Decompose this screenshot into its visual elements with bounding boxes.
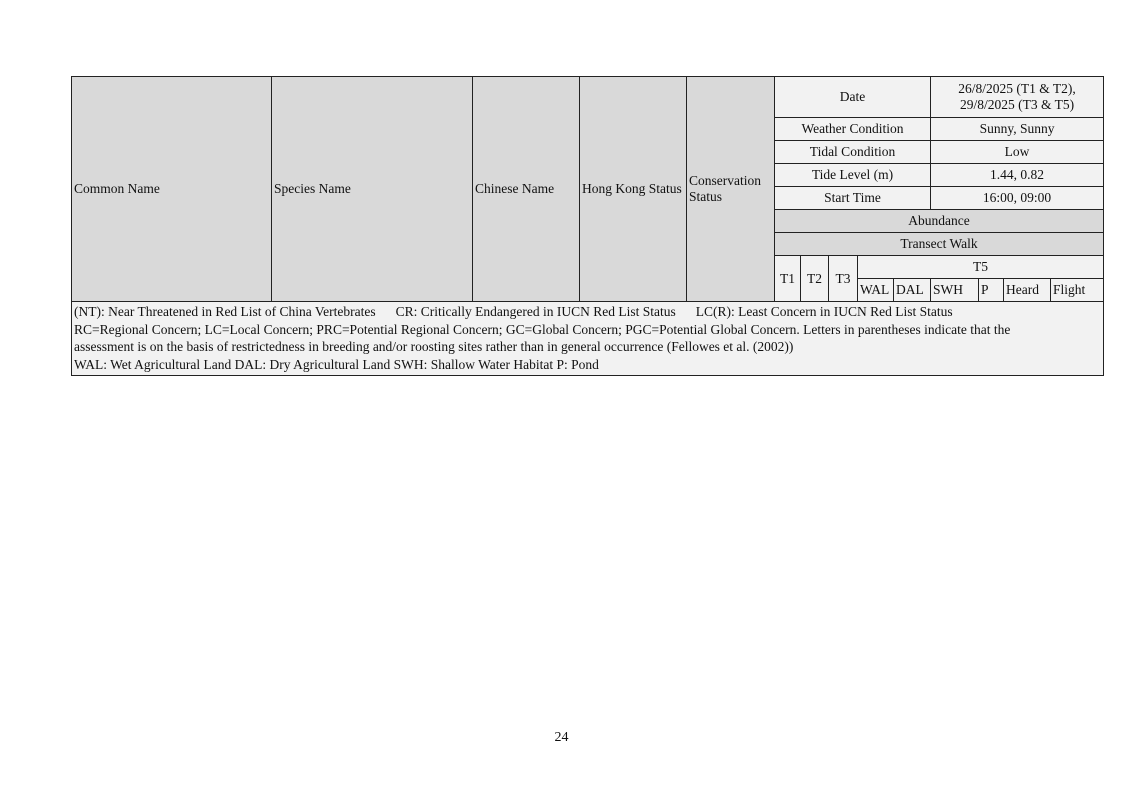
footnote-line-3: assessment is on the basis of restrictedness in breeding and/or roosting sites rather than in general occurrence (Fellowes et al. (2002))	[74, 339, 794, 354]
tide-level-label: Tide Level (m)	[775, 164, 931, 187]
footnote-line-1	[74, 303, 1101, 321]
transect-walk-header: Transect Walk	[775, 233, 1104, 256]
t5-col-wal: WAL	[858, 279, 894, 302]
t5-col-p: P	[979, 279, 1004, 302]
tide-level-value: 1.44, 0.82	[931, 164, 1104, 187]
date-value-line1: 26/8/2025 (T1 & T2),	[958, 81, 1076, 96]
t5-col-flight: Flight	[1051, 279, 1104, 302]
tidal-condition-value: Low	[931, 141, 1104, 164]
footnote-cr: CR: Critically Endangered in IUCN Red List Status	[395, 304, 676, 319]
footnote-nt: (NT): Near Threatened in Red List of China Vertebrates	[74, 304, 376, 319]
header-conservation-status: Conservation Status	[687, 77, 775, 302]
weather-value: Sunny, Sunny	[931, 118, 1104, 141]
start-time-label: Start Time	[775, 187, 931, 210]
abundance-header: Abundance	[775, 210, 1104, 233]
survey-table	[71, 76, 1104, 376]
footnote-line-2: RC=Regional Concern; LC=Local Concern; PRC=Potential Regional Concern; GC=Global Concern; PGC=Potential Global Concern. Letters in parentheses indicate that the	[74, 321, 1011, 337]
t5-col-swh: SWH	[931, 279, 979, 302]
date-value	[931, 77, 1104, 118]
date-value-line2: 29/8/2025 (T3 & T5)	[959, 97, 1075, 112]
date-label: Date	[775, 77, 931, 118]
header-hong-kong-status: Hong Kong Status	[580, 77, 687, 302]
table-footnote	[72, 302, 1104, 376]
header-common-name: Common Name	[72, 77, 272, 302]
header-chinese-name: Chinese Name	[473, 77, 580, 302]
start-time-value: 16:00, 09:00	[931, 187, 1104, 210]
page-number: 24	[554, 730, 569, 745]
footnote-line-4: WAL: Wet Agricultural Land DAL: Dry Agricultural Land SWH: Shallow Water Habitat P: Pond	[74, 356, 599, 372]
t5-col-dal: DAL	[894, 279, 931, 302]
header-species-name: Species Name	[272, 77, 473, 302]
transect-t1: T1	[775, 256, 801, 302]
transect-t2: T2	[801, 256, 829, 302]
weather-label: Weather Condition	[775, 118, 931, 141]
footnote-lcr: LC(R): Least Concern in IUCN Red List Status	[695, 304, 953, 319]
transect-t3: T3	[829, 256, 858, 302]
tidal-condition-label: Tidal Condition	[775, 141, 931, 164]
transect-t5: T5	[858, 256, 1104, 279]
t5-col-heard: Heard	[1004, 279, 1051, 302]
